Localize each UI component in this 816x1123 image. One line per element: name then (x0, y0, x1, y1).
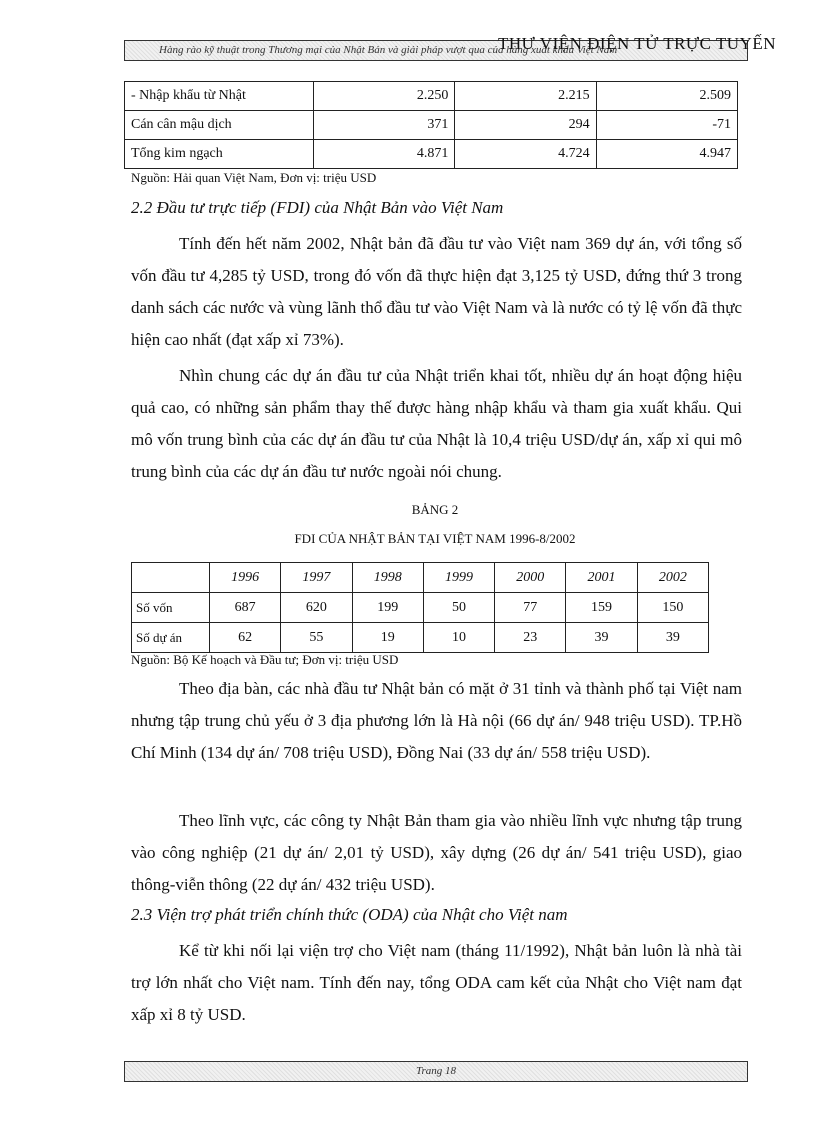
trade-cell-value: 2.250 (314, 82, 455, 111)
fdi-cell-value: 150 (637, 593, 708, 623)
trade-table-row (125, 111, 738, 140)
fdi-cell-value: 19 (352, 623, 423, 653)
fdi-cell-value: 23 (495, 623, 566, 653)
trade-cell-value: 2.215 (455, 82, 596, 111)
fdi-header-row (132, 563, 709, 593)
paragraph-oda: Kể từ khi nối lại viện trợ cho Việt nam (tháng 11/1992), Nhật bản luôn là nhà tài trợ lớn nhất cho Việt nam. Tính đến nay, tổng ODA cam kết của Nhật cho Việt nam đạt xấp xỉ 8 tỷ USD. (131, 941, 742, 1024)
fdi-table-row (132, 593, 709, 623)
fdi-row-label: Số vốn (132, 593, 210, 623)
trade-table (124, 81, 738, 169)
trade-table-row (125, 82, 738, 111)
fdi-year-header: 1999 (423, 563, 494, 593)
fdi-row-label: Số dự án (132, 623, 210, 653)
paragraph-fdi-location: Theo địa bàn, các nhà đầu tư Nhật bản có mặt ở 31 tỉnh và thành phố tại Việt nam nhưng tập trung chủ yếu ở 3 địa phương lớn là Hà nội (66 dự án/ 948 triệu USD). TP.Hồ Chí Minh (134 dự án/ 708 triệu USD), Đồng Nai (33 dự án/ 558 triệu USD). (131, 679, 742, 762)
fdi-cell-value: 62 (210, 623, 281, 653)
fdi-year-header: 1997 (281, 563, 352, 593)
section-heading-fdi: 2.2 Đầu tư trực tiếp (FDI) của Nhật Bản vào Việt Nam (131, 198, 504, 217)
fdi-corner-cell (132, 563, 210, 593)
fdi-table (131, 562, 709, 653)
fdi-cell-value: 199 (352, 593, 423, 623)
watermark-text: THƯ VIỆN ĐIỆN TỬ TRỰC TUYẾN (498, 34, 776, 53)
trade-cell-value: 371 (314, 111, 455, 140)
fdi-cell-value: 620 (281, 593, 352, 623)
fdi-cell-value: 50 (423, 593, 494, 623)
trade-table-row (125, 140, 738, 169)
fdi-year-header: 2000 (495, 563, 566, 593)
trade-row-label: Cán cân mậu dịch (125, 111, 314, 140)
table2-label: BẢNG 2 (411, 502, 459, 517)
fdi-cell-value: 77 (495, 593, 566, 623)
paragraph-fdi-overview: Tính đến hết năm 2002, Nhật bản đã đầu tư vào Việt nam 369 dự án, với tổng số vốn đầu tư 4,285 tỷ USD, trong đó vốn đã thực hiện đạt 3,125 tỷ USD, đứng thứ 3 trong danh sách các nước và vùng lãnh thổ đầu tư vào Việt Nam và là nước có tỷ lệ vốn đã thực hiện cao nhất (đạt xấp xỉ 73%). (131, 234, 742, 349)
trade-row-label: Tổng kim ngạch (125, 140, 314, 169)
paragraph-fdi-sector: Theo lĩnh vực, các công ty Nhật Bản tham gia vào nhiều lĩnh vực nhưng tập trung vào công nghiệp (21 dự án/ 2,01 tỷ USD), xây dựng (26 dự án/ 541 triệu USD), giao thông-viễn thông (22 dự án/ 432 triệu USD). (131, 811, 742, 894)
trade-cell-value: 2.509 (596, 82, 737, 111)
trade-cell-value: 4.947 (596, 140, 737, 169)
header-title: Hàng rào kỹ thuật trong Thương mại của Nhật Bản và giải pháp vượt qua của hàng xuất khẩu Việt Nam (159, 44, 618, 56)
fdi-year-header: 2002 (637, 563, 708, 593)
trade-row-label: - Nhập khẩu từ Nhật (125, 82, 314, 111)
fdi-cell-value: 159 (566, 593, 637, 623)
fdi-table-source: Nguồn: Bộ Kế hoạch và Đầu tư; Đơn vị: triệu USD (131, 652, 399, 667)
fdi-year-header: 2001 (566, 563, 637, 593)
page-number: Trang 18 (415, 1065, 457, 1077)
fdi-year-header: 1998 (352, 563, 423, 593)
trade-cell-value: 4.871 (314, 140, 455, 169)
trade-table-source: Nguồn: Hải quan Việt Nam, Đơn vị: triệu USD (131, 170, 377, 185)
trade-cell-value: 4.724 (455, 140, 596, 169)
fdi-cell-value: 39 (637, 623, 708, 653)
fdi-cell-value: 39 (566, 623, 637, 653)
fdi-year-header: 1996 (210, 563, 281, 593)
trade-cell-value: 294 (455, 111, 596, 140)
table2-title: FDI CỦA NHẬT BẢN TẠI VIỆT NAM 1996-8/2002 (294, 531, 576, 546)
fdi-cell-value: 687 (210, 593, 281, 623)
fdi-table-row (132, 623, 709, 653)
trade-cell-value: -71 (596, 111, 737, 140)
section-heading-oda: 2.3 Viện trợ phát triển chính thức (ODA) của Nhật cho Việt nam (131, 905, 568, 924)
paragraph-fdi-quality: Nhìn chung các dự án đầu tư của Nhật triển khai tốt, nhiều dự án hoạt động hiệu quả cao, có những sản phẩm thay thế được hàng nhập khẩu và tham gia xuất khẩu. Qui mô vốn trung bình của các dự án đầu tư của Nhật là 10,4 triệu USD/dự án, xấp xỉ qui mô trung bình của các dự án đầu tư nước ngoài nói chung. (131, 366, 742, 481)
fdi-cell-value: 55 (281, 623, 352, 653)
fdi-cell-value: 10 (423, 623, 494, 653)
page-footer (124, 1061, 748, 1082)
